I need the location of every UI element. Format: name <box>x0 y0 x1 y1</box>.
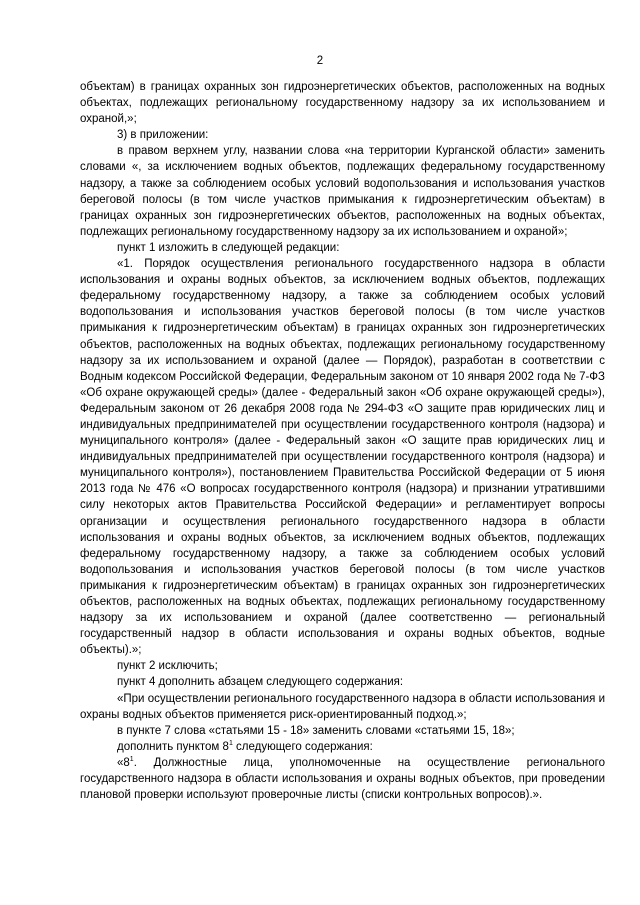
paragraph-header-replacement: в правом верхнем углу, названии слова «на территории Курганской области» заменить словами «, за исключением водных объектов, подлежащих федеральному государственному надзору, а также за соблюдением особых условий водопользования и использования участков береговой полосы (в том числе участков примыкания к гидроэнергетическим объектам) в границах охранных зон гидроэнергетических объектов, расположенных на водных объектах, подлежащих региональному государственному надзору за их использованием и охраной»; <box>80 145 605 238</box>
paragraph-point4-text: «При осуществлении регионального государственного надзора в области использования и охраны водных объектов применяется риск-ориентированный подход.»; <box>80 692 605 721</box>
paragraph-point7-change: в пункте 7 слова «статьями 15 - 18» заменить словами «статьями 15, 18»; <box>117 724 515 737</box>
paragraph-continuation: объектам) в границах охранных зон гидроэнергетических объектов, расположенных на водных объектах, подлежащих региональному государственному надзору за их использованием и охраной,»; <box>80 81 605 126</box>
text-fragment: дополнить пунктом 8 <box>117 740 229 753</box>
paragraph-point2-exclude: пункт 2 исключить; <box>117 660 218 673</box>
paragraph-point8-intro <box>80 739 605 755</box>
text-fragment: . Должностные лица, уполномоченные на осуществление регионального государственного надзора в области использования и охраны водных объектов, при проведении плановой проверки используют проверочные листы (списки контрольных вопросов).». <box>80 756 605 802</box>
document-body <box>80 79 605 803</box>
paragraph-point4-intro: пункт 4 дополнить абзацем следующего содержания: <box>117 676 404 689</box>
paragraph-point1-intro: пункт 1 изложить в следующей редакции: <box>117 241 340 254</box>
page-number: 2 <box>316 55 324 67</box>
paragraph-point8-text <box>80 755 605 803</box>
superscript: 1 <box>129 755 134 763</box>
text-fragment: «8 <box>117 756 130 769</box>
text-fragment: следующего содержания: <box>232 740 373 753</box>
paragraph-appendix-item: 3) в приложении: <box>117 129 209 142</box>
paragraph-point1-text: «1. Порядок осуществления регионального государственного надзора в области использования и охраны водных объектов, за исключением водных объектов, подлежащих федеральному государственному надзору, а также за соблюдением особых условий водопользования и использования участков береговой полосы (в том числе участков примыкания к гидроэнергетическим объектам) в границах охранных зон гидроэнергетических объектов, расположенных на водных объектах, подлежащих региональному государственному надзору за их использованием и охраной (далее — Порядок), разработан в соответствии с Водным кодексом Российской Федерации, Федеральным законом от 10 января 2002 года № 7-ФЗ «Об охране окружающей среды» (далее - Федеральный закон «Об охране окружающей среды»), Федеральным законом от 26 декабря 2008 года № 294-ФЗ «О защите прав юридических лиц и индивидуальных предпринимателей при осуществлении государственного контроля (надзора) и муниципального контроля» (далее - Федеральный закон «О защите прав юридических лиц и индивидуальных предпринимателей при осуществлении государственного контроля (надзора) и муниципального контроля»), постановлением Правительства Российской Федерации от 5 июня 2013 года № 476 «О вопросах государственного контроля (надзора) и признании утратившими силу некоторых актов Правительства Российской Федерации» и регламентирует вопросы организации и осуществления регионального государственного надзора в области использования и охраны водных объектов, за исключением водных объектов, подлежащих федеральному государственному надзору, а также за соблюдением особых условий водопользования и использования участков береговой полосы (в том числе участков примыкания к гидроэнергетическим объектам) в границах охранных зон гидроэнергетических объектов, расположенных на водных объектах, подлежащих региональному государственному надзору за их использованием и охраной (далее соответственно — региональный государственный надзор в области использования и охраны водных объектов, водные объекты).»; <box>80 258 605 657</box>
superscript: 1 <box>228 739 233 747</box>
